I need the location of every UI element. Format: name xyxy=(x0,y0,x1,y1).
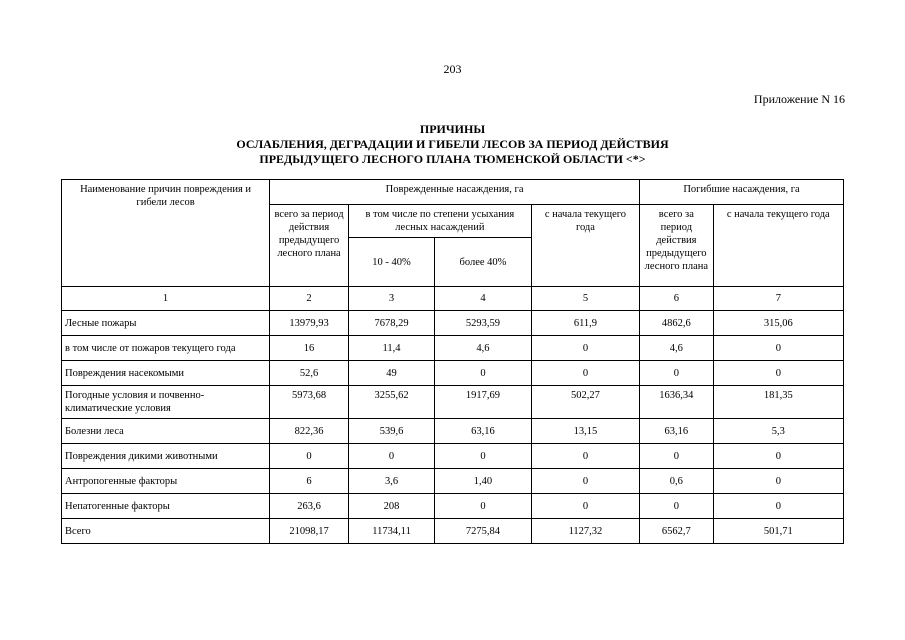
value-cell: 0 xyxy=(713,361,843,386)
header-total-period: всего за период действия предыдущего лесного плана xyxy=(270,205,349,287)
cause-name-cell: Непатогенные факторы xyxy=(62,494,270,519)
value-cell: 1,40 xyxy=(435,469,532,494)
forest-damage-table xyxy=(61,179,844,544)
value-cell: 11,4 xyxy=(348,336,434,361)
table-row xyxy=(62,386,844,419)
table-row xyxy=(62,469,844,494)
value-cell: 0,6 xyxy=(640,469,714,494)
value-cell: 1917,69 xyxy=(435,386,532,419)
cause-name-cell: Погодные условия и почвенно-климатические условия xyxy=(62,386,270,419)
value-cell: 4,6 xyxy=(640,336,714,361)
value-cell: 6 xyxy=(270,469,349,494)
document-title xyxy=(0,122,905,167)
value-cell: 1636,34 xyxy=(640,386,714,419)
table-row xyxy=(62,361,844,386)
header-cause: Наименование причин повреждения и гибели лесов xyxy=(62,180,270,287)
value-cell: 502,27 xyxy=(531,386,639,419)
value-cell: 52,6 xyxy=(270,361,349,386)
value-cell: 7678,29 xyxy=(348,311,434,336)
value-cell: 63,16 xyxy=(640,419,714,444)
column-index: 1 xyxy=(62,287,270,311)
value-cell: 13979,93 xyxy=(270,311,349,336)
header-since-year: с начала текущего года xyxy=(531,205,639,287)
table-row xyxy=(62,311,844,336)
cause-name-cell: Болезни леса xyxy=(62,419,270,444)
cause-name-cell: в том числе от пожаров текущего года xyxy=(62,336,270,361)
appendix-label: Приложение N 16 xyxy=(753,92,845,106)
cause-name-cell: Всего xyxy=(62,519,270,544)
table-row xyxy=(62,336,844,361)
header-dead-since-year: с начала текущего года xyxy=(713,205,843,287)
value-cell: 5,3 xyxy=(713,419,843,444)
table-row xyxy=(62,519,844,544)
value-cell: 0 xyxy=(640,444,714,469)
value-cell: 49 xyxy=(348,361,434,386)
value-cell: 0 xyxy=(270,444,349,469)
value-cell: 0 xyxy=(531,444,639,469)
column-index: 6 xyxy=(640,287,714,311)
value-cell: 0 xyxy=(713,469,843,494)
value-cell: 5293,59 xyxy=(435,311,532,336)
column-index: 2 xyxy=(270,287,349,311)
value-cell: 0 xyxy=(531,469,639,494)
value-cell: 0 xyxy=(640,494,714,519)
title-line: ПРИЧИНЫ xyxy=(419,122,486,136)
column-index-row xyxy=(62,287,844,311)
value-cell: 208 xyxy=(348,494,434,519)
value-cell: 539,6 xyxy=(348,419,434,444)
value-cell: 3255,62 xyxy=(348,386,434,419)
cause-name-cell: Повреждения насекомыми xyxy=(62,361,270,386)
value-cell: 5973,68 xyxy=(270,386,349,419)
header-degree-10-40: 10 - 40% xyxy=(348,238,434,287)
value-cell: 0 xyxy=(531,336,639,361)
value-cell: 6562,7 xyxy=(640,519,714,544)
value-cell: 263,6 xyxy=(270,494,349,519)
value-cell: 0 xyxy=(435,494,532,519)
value-cell: 501,71 xyxy=(713,519,843,544)
column-index: 7 xyxy=(713,287,843,311)
title-line: ОСЛАБЛЕНИЯ, ДЕГРАДАЦИИ И ГИБЕЛИ ЛЕСОВ ЗА ПЕРИОД ДЕЙСТВИЯ xyxy=(236,137,669,151)
value-cell: 822,36 xyxy=(270,419,349,444)
page-number: 203 xyxy=(443,62,462,76)
value-cell: 63,16 xyxy=(435,419,532,444)
value-cell: 0 xyxy=(531,361,639,386)
table-row xyxy=(62,494,844,519)
header-degree-over-40: более 40% xyxy=(435,238,532,287)
value-cell: 16 xyxy=(270,336,349,361)
value-cell: 0 xyxy=(713,444,843,469)
cause-name-cell: Антропогенные факторы xyxy=(62,469,270,494)
value-cell: 0 xyxy=(435,361,532,386)
value-cell: 13,15 xyxy=(531,419,639,444)
value-cell: 0 xyxy=(713,336,843,361)
value-cell: 0 xyxy=(348,444,434,469)
title-line: ПРЕДЫДУЩЕГО ЛЕСНОГО ПЛАНА ТЮМЕНСКОЙ ОБЛАСТИ <*> xyxy=(259,152,646,166)
value-cell: 1127,32 xyxy=(531,519,639,544)
value-cell: 3,6 xyxy=(348,469,434,494)
header-dead-total-period: всего за период действия предыдущего лесного плана xyxy=(640,205,714,287)
value-cell: 11734,11 xyxy=(348,519,434,544)
header-damaged: Поврежденные насаждения, га xyxy=(270,180,640,205)
header-dead: Погибшие насаждения, га xyxy=(640,180,844,205)
value-cell: 315,06 xyxy=(713,311,843,336)
value-cell: 4862,6 xyxy=(640,311,714,336)
column-index: 3 xyxy=(348,287,434,311)
table-row xyxy=(62,444,844,469)
cause-name-cell: Лесные пожары xyxy=(62,311,270,336)
value-cell: 7275,84 xyxy=(435,519,532,544)
cause-name-cell: Повреждения дикими животными xyxy=(62,444,270,469)
header-by-degree: в том числе по степени усыхания лесных насаждений xyxy=(348,205,531,238)
table-row xyxy=(62,419,844,444)
value-cell: 611,9 xyxy=(531,311,639,336)
value-cell: 181,35 xyxy=(713,386,843,419)
value-cell: 21098,17 xyxy=(270,519,349,544)
value-cell: 0 xyxy=(713,494,843,519)
value-cell: 0 xyxy=(640,361,714,386)
value-cell: 0 xyxy=(531,494,639,519)
value-cell: 4,6 xyxy=(435,336,532,361)
column-index: 4 xyxy=(435,287,532,311)
value-cell: 0 xyxy=(435,444,532,469)
column-index: 5 xyxy=(531,287,639,311)
